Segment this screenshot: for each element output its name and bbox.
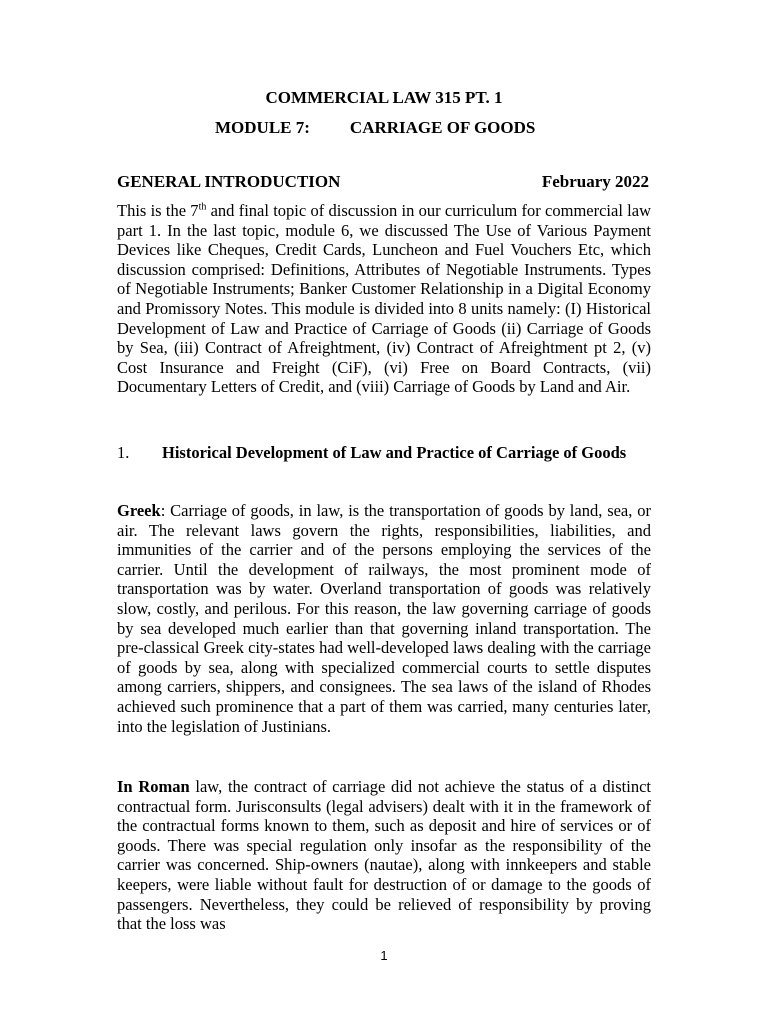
intro-text-start: This is the 7	[117, 201, 199, 220]
section-heading	[117, 443, 651, 463]
greek-paragraph	[117, 501, 651, 736]
ordinal-suffix: th	[198, 201, 207, 213]
section-title: Historical Development of Law and Practice of Carriage of Goods	[162, 443, 627, 462]
intro-heading-row	[117, 172, 649, 192]
roman-lead: In Roman	[117, 777, 190, 796]
module-name: CARRIAGE OF GOODS	[349, 118, 536, 137]
greek-text: : Carriage of goods, in law, is the transportation of goods by land, sea, or air. The relevant laws govern the rights, responsibilities, liabilities, and immunities of the carrier and of the persons employing the services of the carrier. Until the development of railways, the most prominent mode of transportation was by water. Overland transportation of goods was relatively slow, costly, and perilous. For this reason, the law governing carriage of goods by sea developed much earlier than that governing inland transportation. The pre-classical Greek city-states had well-developed laws dealing with the carriage of goods by sea, along with specialized commercial courts to settle disputes among carriers, shippers, and consignees. The sea laws of the island of Rhodes achieved such prominence that a part of them was carried, many centuries later, into the legislation of Justinians.	[117, 501, 651, 736]
greek-lead: Greek	[117, 501, 161, 520]
page-number: 1	[380, 948, 388, 963]
document-title: COMMERCIAL LAW 315 PT. 1	[265, 88, 503, 107]
intro-text-rest: and final topic of discussion in our curriculum for commercial law part 1. In the last topic, module 6, we discussed The Use of Various Payment Devices like Cheques, Credit Cards, Luncheon and Fuel Vouchers Etc, which discussion comprised: Definitions, Attributes of Negotiable Instruments. Types of Negotiable Instruments; Banker Customer Relationship in a Digital Economy and Promissory Notes. This module is divided into 8 units namely: (I) Historical Development of Law and Practice of Carriage of Goods (ii) Carriage of Goods by Sea, (iii) Contract of Afreightment, (iv) Contract of Afreightment pt 2, (v) Cost Insurance and Freight (CiF), (vi) Free on Board Contracts, (vii) Documentary Letters of Credit, and (viii) Carriage of Goods by Land and Air.	[117, 201, 651, 397]
intro-heading: GENERAL INTRODUCTION	[117, 172, 341, 191]
roman-paragraph	[117, 777, 651, 934]
module-heading	[215, 118, 535, 138]
section-number: 1.	[117, 443, 130, 462]
roman-text: law, the contract of carriage did not achieve the status of a distinct contractual form. Jurisconsults (legal advisers) dealt with it in the framework of the contractual forms known to them, such as deposit and hire of services or of goods. There was special regulation only insofar as the responsibility of the carrier was concerned. Ship-owners (nautae), along with innkeepers and stable keepers, were liable without fault for destruction of or damage to the goods of passengers. Nevertheless, they could be relieved of responsibility by proving that the loss was	[117, 777, 651, 934]
module-label: MODULE 7:	[215, 118, 310, 137]
document-date: February 2022	[541, 172, 649, 191]
intro-paragraph	[117, 201, 651, 397]
